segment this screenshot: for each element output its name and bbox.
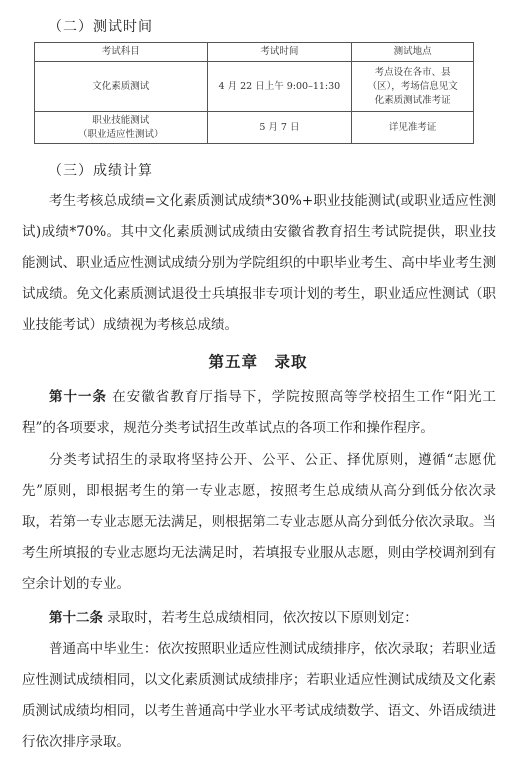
header-time: 考试时间 bbox=[207, 43, 352, 62]
cell-line: 详见准考证 bbox=[388, 121, 437, 133]
cell-time: 4 月 22 日上午 9:00–11:30 bbox=[207, 62, 352, 112]
paragraph-article-11 bbox=[22, 382, 496, 444]
cell-subject bbox=[35, 112, 208, 144]
cell-place bbox=[352, 62, 474, 112]
cell-place bbox=[352, 112, 474, 144]
paragraph-ranking-order: 普通高中毕业生：依次按照职业适应性测试成绩排序，依次录取；若职业适应性测试成绩相同，以文化素质测试成绩排序；若职业适应性测试成绩及文化素质测试成绩均相同，以考生普通高中学业水平考试成绩数学、语文、外语成绩进行依次排序录取。 bbox=[22, 641, 496, 750]
cell-time: 5 月 7 日 bbox=[207, 112, 352, 144]
paragraph-article-12 bbox=[22, 603, 496, 634]
cell-line: 化素质测试准考证 bbox=[374, 94, 451, 106]
section-heading-score-calc: （三）成绩计算 bbox=[48, 163, 153, 179]
exam-schedule-table bbox=[34, 42, 474, 144]
section-heading-test-time: （二）测试时间 bbox=[48, 19, 153, 35]
table-header-row bbox=[35, 43, 474, 62]
chapter-title: 第五章 录取 bbox=[208, 353, 308, 371]
header-subject: 考试科目 bbox=[35, 43, 208, 62]
paragraph-admission-principle: 分类考试招生的录取将坚持公开、公平、公正、择优原则，遵循“志愿优先”原则，即根据考生的第一专业志愿，按照考生总成绩从高分到低分依次录取，若第一专业志愿无法满足，则根据第二专业志愿从高分到低分依次录取。当考生所填报的专业志愿均无法满足时，若填报专业服从志愿，则由学校调剂到有空余计划的专业。 bbox=[22, 452, 496, 592]
article-text: 录取时，若考生总成绩相同，依次按以下原则划定： bbox=[107, 610, 418, 626]
cell-line: （职业适应性测试） bbox=[78, 128, 164, 140]
header-place: 测试地点 bbox=[352, 43, 474, 62]
cell-line: 职业技能测试 bbox=[92, 114, 150, 126]
cell-line: （区），考场信息见文 bbox=[367, 80, 458, 92]
cell-line: 文化素质测试 bbox=[92, 80, 150, 92]
paragraph-score-calculation: 考生考核总成绩=文化素质测试成绩*30%+职业技能测试(或职业适应性测试)成绩*70%。其中文化素质测试成绩由安徽省教育招生考试院提供，职业技能测试、职业适应性测试成绩分别为学院组织的中职毕业考生、高中毕业考生测试成绩。免文化素质测试退役士兵填报非专项计划的考生，职业适应性测试（职业技能考试）成绩视为考核总成绩。 bbox=[22, 193, 496, 333]
cell-line: 考点设在各市、县 bbox=[374, 66, 451, 78]
table-row bbox=[35, 62, 474, 112]
article-label: 第十一条 bbox=[49, 389, 107, 405]
article-text: 在安徽省教育厅指导下，学院按照高等学校招生工作“阳光工程”的各项要求，规范分类考试招生改革试点的各项工作和操作程序。 bbox=[22, 389, 497, 436]
cell-subject bbox=[35, 62, 208, 112]
article-label: 第十二条 bbox=[49, 610, 103, 626]
table-row bbox=[35, 112, 474, 144]
